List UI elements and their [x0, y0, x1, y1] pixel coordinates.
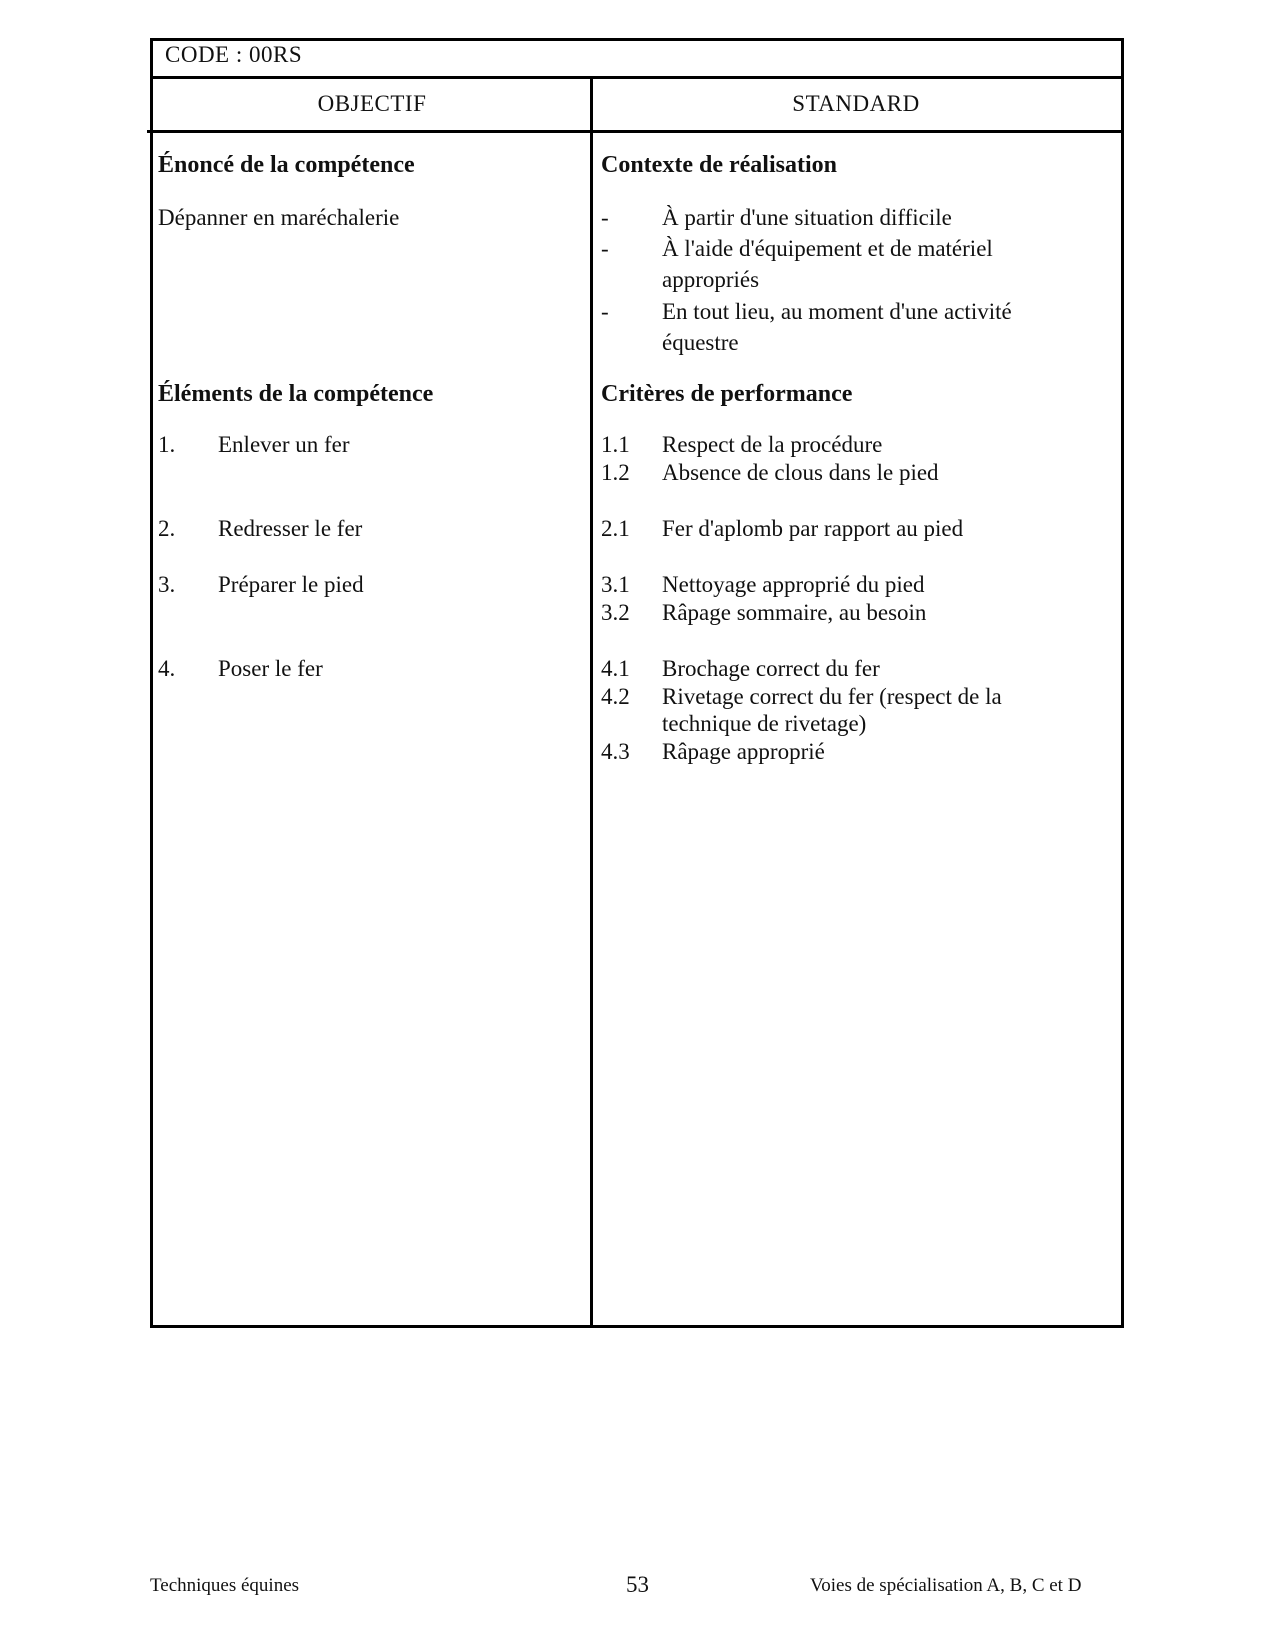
critere-number: 4.1: [601, 656, 630, 681]
critere-text: Râpage sommaire, au besoin: [662, 600, 927, 625]
critere-number: 2.1: [601, 516, 630, 541]
standard-header: STANDARD: [792, 91, 920, 116]
element-number: 1.: [158, 432, 176, 457]
critere-number: 1.1: [601, 432, 630, 457]
critere-number: 3.2: [601, 600, 630, 625]
competency-table: [150, 38, 1124, 1328]
contexte-line: équestre: [662, 330, 739, 355]
critere-text: Rivetage correct du fer (respect de la: [662, 684, 1002, 709]
code-label: CODE : 00RS: [165, 42, 303, 67]
footer-left: Techniques équines: [150, 1575, 300, 1596]
element-number: 3.: [158, 572, 176, 597]
critere-text: Nettoyage approprié du pied: [662, 572, 925, 597]
contexte-line: appropriés: [662, 267, 760, 292]
critere-number: 4.3: [601, 739, 630, 764]
critere-text: Brochage correct du fer: [662, 656, 880, 681]
objectif-header: OBJECTIF: [317, 91, 427, 116]
critere-text: Respect de la procédure: [662, 432, 883, 457]
bullet-dash: -: [601, 236, 609, 261]
criteres-title: Critères de performance: [601, 381, 853, 407]
element-number: 4.: [158, 656, 176, 681]
critere-number: 1.2: [601, 460, 630, 485]
code-row: [153, 41, 1121, 79]
element-number: 2.: [158, 516, 176, 541]
contexte-title: Contexte de réalisation: [601, 152, 837, 178]
header-row: [153, 79, 1121, 133]
critere-number: 4.2: [601, 684, 630, 709]
elements-title: Éléments de la compétence: [158, 381, 434, 407]
border-tick: [147, 130, 155, 133]
footer-right: Voies de spécialisation A, B, C et D: [810, 1575, 1082, 1596]
page-number: 53: [626, 1572, 649, 1597]
element-text: Enlever un fer: [218, 432, 350, 457]
contexte-line: À partir d'une situation difficile: [662, 205, 952, 230]
element-text: Poser le fer: [218, 656, 323, 681]
critere-number: 3.1: [601, 572, 630, 597]
contexte-line: En tout lieu, au moment d'une activité: [662, 299, 1012, 324]
critere-text: Râpage approprié: [662, 739, 825, 764]
element-text: Préparer le pied: [218, 572, 364, 597]
contexte-line: À l'aide d'équipement et de matériel: [662, 236, 993, 261]
element-text: Redresser le fer: [218, 516, 363, 541]
enonce-text: Dépanner en maréchalerie: [158, 205, 400, 230]
bullet-dash: -: [601, 299, 609, 324]
critere-text: technique de rivetage): [662, 711, 867, 736]
enonce-title: Énoncé de la compétence: [158, 152, 415, 178]
bullet-dash: -: [601, 205, 609, 230]
column-divider: [590, 79, 593, 1325]
critere-text: Absence de clous dans le pied: [662, 460, 939, 485]
critere-text: Fer d'aplomb par rapport au pied: [662, 516, 964, 541]
